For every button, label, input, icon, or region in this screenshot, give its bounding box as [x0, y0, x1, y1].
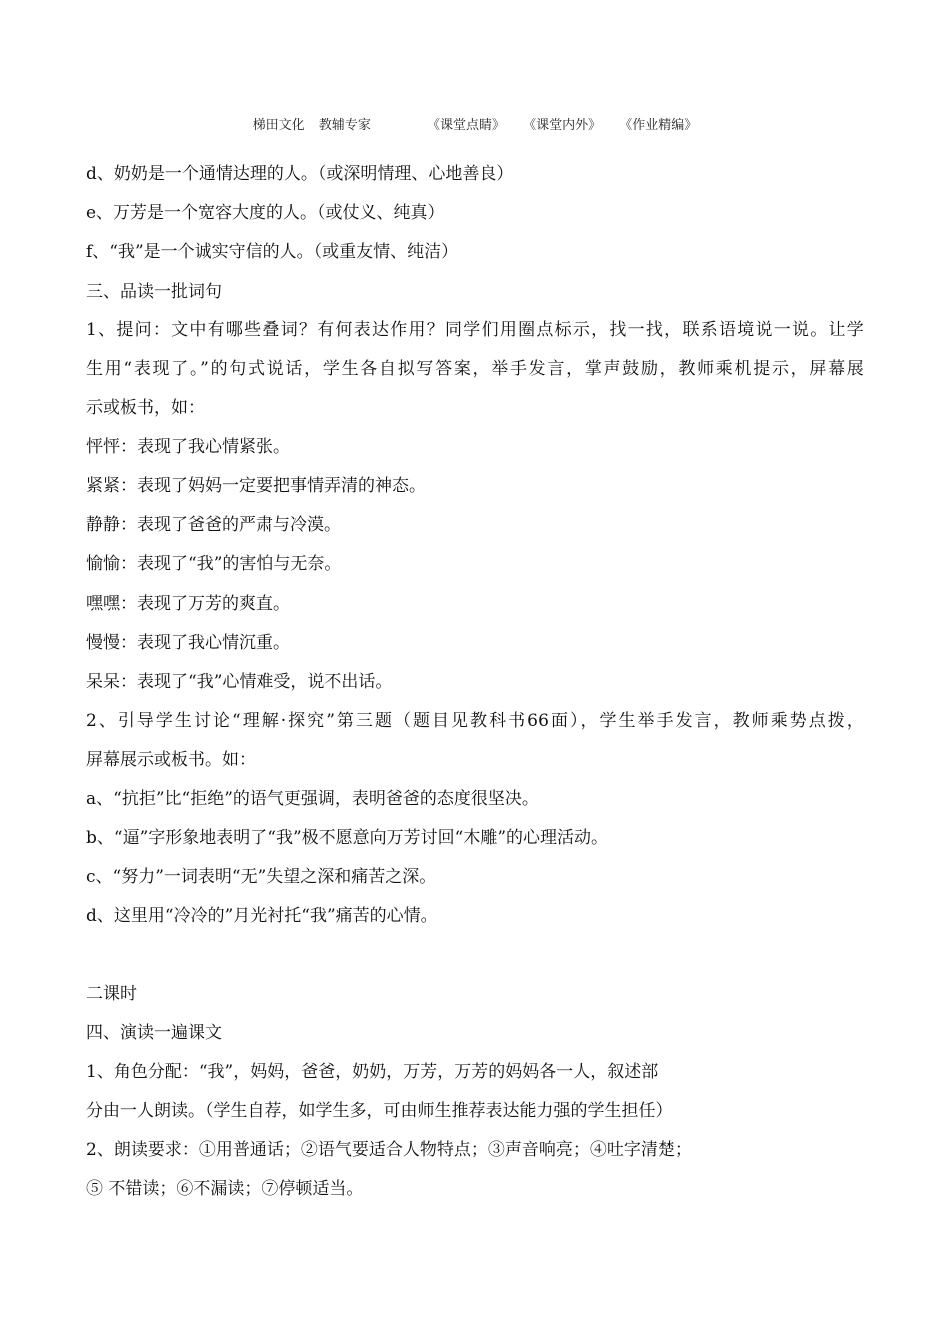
- text-line: f、“我”是一个诚实守信的人。（或重友情、纯洁）: [86, 242, 459, 262]
- text-line: e、万芳是一个宽容大度的人。（或仗义、纯真）: [86, 203, 445, 223]
- text-line: 1、角色分配：“我”，妈妈，爸爸，奶奶，万芳，万芳的妈妈各一人，叙述部: [86, 1062, 659, 1082]
- text-line: 愉愉：表现了“我”的害怕与无奈。: [86, 554, 342, 574]
- header-expert: 教辅专家: [318, 118, 371, 133]
- text-line: 怦怦：表现了我心情紧张。: [86, 437, 290, 457]
- text-line: 1、提问：文中有哪些叠词？有何表达作用？同学们用圈点标示，找一找，联系语境说一说。让学: [86, 320, 864, 340]
- section-heading: 四、演读一遍课文: [86, 1023, 222, 1043]
- text-line: c、“努力”一词表明“无”失望之深和痛苦之深。: [86, 867, 437, 887]
- text-line: ⑤ 不错读；⑥不漏读；⑦停顿适当。: [86, 1179, 364, 1199]
- text-line: 2、引导学生讨论“理解·探究”第三题（题目见教科书66面），学生举手发言，教师乘势点拨，: [86, 711, 864, 731]
- header-brand: 梯田文化: [252, 118, 305, 133]
- text-line: d、奶奶是一个通情达理的人。（或深明情理、心地善良）: [86, 164, 514, 184]
- text-line: 慢慢：表现了我心情沉重。: [86, 633, 290, 653]
- text-line: 屏幕展示或板书。如：: [86, 750, 256, 770]
- page-header: [0, 114, 950, 133]
- text-line: 生用“表现了。”的句式说话，学生各自拟写答案，举手发言，掌声鼓励，教师乘机提示，屏幕展: [86, 359, 864, 379]
- text-line: 紧紧：表现了妈妈一定要把事情弄清的神态。: [86, 476, 426, 496]
- header-book-2: 《课堂内外》: [523, 118, 602, 133]
- text-line: 嘿嘿：表现了万芳的爽直。: [86, 594, 290, 614]
- header-book-3: 《作业精编》: [619, 118, 698, 133]
- text-line: d、这里用“冷冷的”月光衬托“我”痛苦的心情。: [86, 906, 438, 926]
- text-line: b、“逼”字形象地表明了“我”极不愿意向万芳讨回“木雕”的心理活动。: [86, 828, 609, 848]
- text-line: a、“抗拒”比“拒绝”的语气更强调，表明爸爸的态度很坚决。: [86, 789, 539, 809]
- text-line: 示或板书，如：: [86, 398, 205, 418]
- text-line: 呆呆：表现了“我”心情难受，说不出话。: [86, 672, 393, 692]
- text-line: 2、朗读要求：①用普通话；②语气要适合人物特点；③声音响亮；④吐字清楚；: [86, 1140, 692, 1160]
- section-heading: 三、品读一批词句: [86, 282, 222, 302]
- text-line: 静静：表现了爸爸的严肃与冷漠。: [86, 515, 341, 535]
- section-heading: 二课时: [86, 984, 137, 1004]
- text-line: 分由一人朗读。（学生自荐，如学生多，可由师生推荐表达能力强的学生担任）: [86, 1101, 673, 1121]
- header-book-1: 《课堂点睛》: [426, 118, 505, 133]
